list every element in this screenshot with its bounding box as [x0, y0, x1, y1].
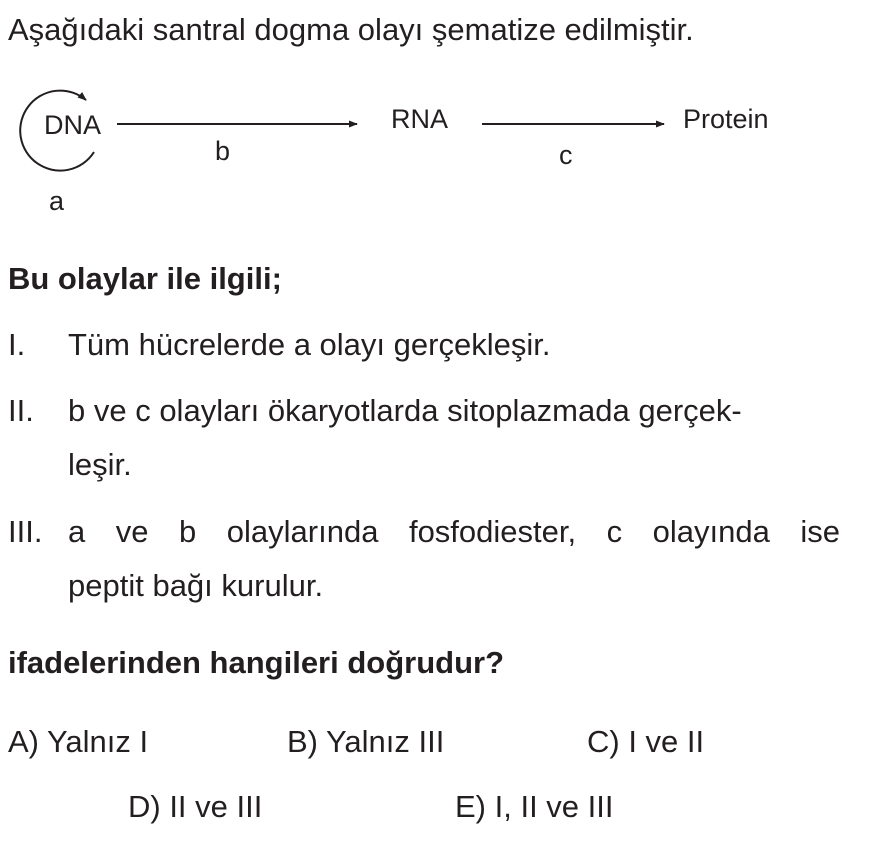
statement-text: b ve c olayları ökaryotlarda sitoplazmada gerçek- [68, 393, 742, 428]
statement-text-continued: peptit bağı kurulur. [68, 568, 324, 603]
statement-text-continued: leşir. [68, 447, 132, 482]
statement-number: II. [8, 393, 34, 428]
label-c: c [559, 140, 573, 170]
option-d[interactable]: D) II ve III [128, 789, 263, 824]
statement-number: I. [8, 327, 26, 362]
statement-2 [0, 392, 870, 482]
statement-text: Tüm hücrelerde a olayı gerçekleşir. [68, 327, 551, 362]
statements-heading: Bu olaylar ile ilgili; [8, 261, 282, 296]
question-intro: Aşağıdaki santral dogma olayı şematize edilmiştir. [8, 12, 694, 47]
statement-number: III. [8, 514, 43, 549]
dna-label: DNA [44, 110, 102, 140]
statement-text: a ve b olaylarında fosfodiester, c olayında ise [68, 514, 840, 549]
statement-1 [0, 326, 870, 366]
option-a[interactable]: A) Yalnız I [8, 724, 149, 759]
protein-label: Protein [683, 104, 769, 134]
question-stem: ifadelerinden hangileri doğrudur? [8, 645, 505, 680]
label-a: a [49, 186, 65, 216]
statement-3 [0, 513, 870, 603]
diagram-arrows [0, 80, 870, 230]
option-b[interactable]: B) Yalnız III [287, 724, 445, 759]
option-c[interactable]: C) I ve II [587, 724, 705, 759]
central-dogma-diagram [0, 80, 870, 230]
label-b: b [215, 136, 231, 166]
rna-label: RNA [391, 104, 449, 134]
option-e[interactable]: E) I, II ve III [455, 789, 614, 824]
